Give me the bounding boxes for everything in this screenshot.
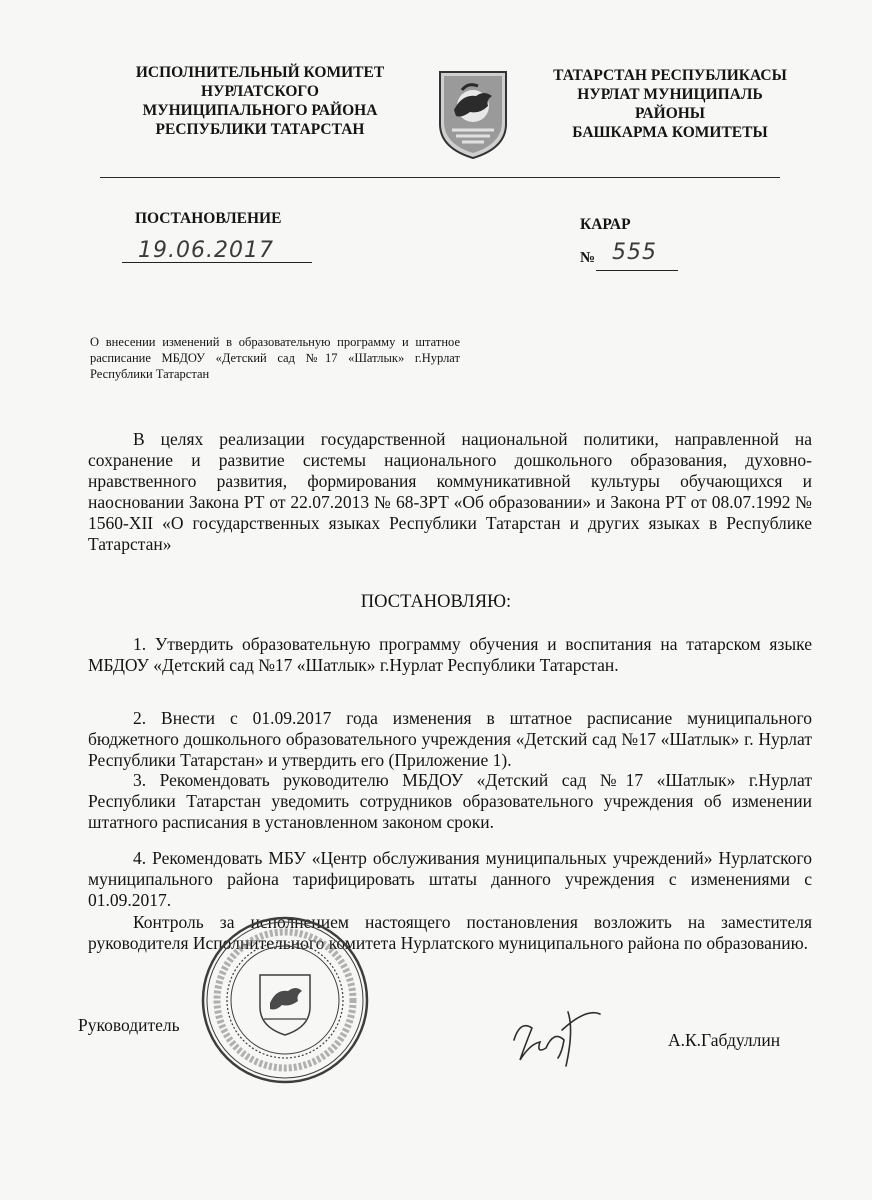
header-right-line: РАЙОНЫ (634, 105, 706, 122)
signer-name: А.К.Габдуллин (668, 1030, 781, 1050)
number-underline (596, 270, 678, 271)
doc-subject: О внесении изменений в образовательную программу и штатное расписание МБДОУ «Детский сад №17 «Шатлык» г.Нурлат Республики Татарстан (90, 335, 460, 381)
header-left-line: МУНИЦИПАЛЬНОГО РАЙОНА (142, 102, 378, 119)
date-underline (122, 262, 312, 263)
decree-title: ПОСТАНОВЛЯЮ: (360, 592, 512, 612)
number-sign: № (580, 250, 596, 266)
header-left-block (110, 63, 410, 139)
doc-type-ru: ПОСТАНОВЛЕНИЕ (135, 210, 282, 227)
preamble-paragraph: В целях реализации государственной национальной политики, направленной на сохранение и развитие системы национального дошкольного образования, духовно-нравственного развития, формирования коммуникативной культуры обучающихся и наосновании Закона РТ от 22.07.2013 № 68-ЗРТ «Об образовании» и Закона РТ от 08.07.1992 № 1560-XII «О государственных языках Республики Татарстан и других языках в Республике Татарстан» (88, 429, 812, 554)
decree-item: 3. Рекомендовать руководителю МБДОУ «Детский сад №17 «Шатлык» г.Нурлат Республики Татарстан уведомить сотрудников образовательного учреждения об изменении штатного расписания в установленном законом сроки. (88, 770, 812, 832)
doc-date: 19.06.2017 (138, 238, 274, 263)
header-right-line: БАШКАРМА КОМИТЕТЫ (572, 124, 768, 141)
signature-icon (502, 1000, 612, 1070)
decree-item: 1. Утвердить образовательную программу обучения и воспитания на татарском языке МБДОУ «Детский сад №17 «Шатлык» г.Нурлат Республики Татарстан. (88, 634, 812, 675)
header-left-line: РЕСПУБЛИКИ ТАТАРСТАН (155, 121, 365, 138)
decree-item: 4. Рекомендовать МБУ «Центр обслуживания муниципальных учреждений» Нурлатского муниципального района тарифицировать штаты данного учреждения с изменениями с 01.09.2017. (88, 848, 812, 910)
doc-type-tt: КАРАР (580, 216, 631, 233)
header-divider (100, 177, 780, 178)
coat-of-arms-icon (432, 66, 514, 160)
doc-number: 555 (612, 240, 657, 265)
signer-role: Руководитель (78, 1015, 180, 1035)
header-right-line: НУРЛАТ МУНИЦИПАЛЬ (577, 86, 763, 103)
header-right-block (525, 66, 815, 142)
header-left-line: НУРЛАТСКОГО (201, 83, 319, 100)
header-right-line: ТАТАРСТАН РЕСПУБЛИКАСЫ (553, 67, 787, 84)
official-seal-icon (200, 915, 370, 1085)
decree-item: 2. Внести с 01.09.2017 года изменения в штатное расписание муниципального бюджетного дошкольного образовательного учреждения «Детский сад №17 «Шатлык» г. Нурлат Республики Татарстан» и утвердить его (Приложение 1). (88, 708, 812, 770)
header-left-line: ИСПОЛНИТЕЛЬНЫЙ КОМИТЕТ (135, 64, 385, 81)
control-paragraph: Контроль за исполнением настоящего постановления возложить на заместителя руководителя Исполнительного комитета Нурлатского муниципального района по образованию. (88, 912, 812, 953)
